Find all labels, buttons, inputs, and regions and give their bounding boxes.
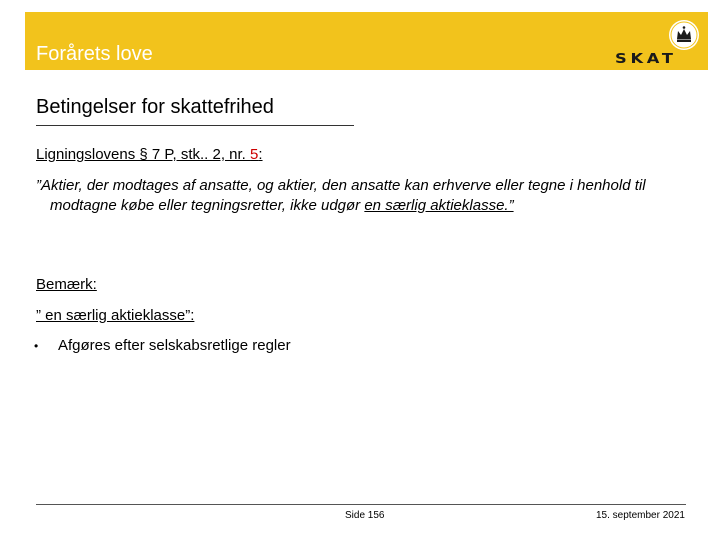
law-quote (36, 176, 710, 216)
quote-text: ”Aktier, der modtages af ansatte, og aktier, den ansatte kan erhverve eller tegne i henhold til modtagne købe eller tegningsretter, ikke udgør (36, 177, 646, 214)
slide-subtitle: Betingelser for skattefrihed (36, 96, 274, 118)
subtitle-divider (36, 125, 354, 126)
footer-date: 15. september 2021 (596, 510, 685, 521)
law-ref-prefix: Ligningslovens § 7 P, stk.. 2, nr. (36, 146, 251, 163)
header-bar (25, 12, 708, 70)
page-number: Side 156 (345, 510, 385, 521)
note-term: ” en særlig aktieklasse”: (36, 307, 195, 324)
header-title: Forårets love (36, 43, 153, 65)
note-label: Bemærk: (36, 276, 97, 293)
crown-icon (669, 20, 699, 50)
quote-underlined-text: en særlig aktieklasse.” (364, 197, 514, 214)
law-ref-suffix: : (258, 146, 263, 163)
list-item (34, 337, 291, 354)
law-reference (36, 146, 263, 163)
footer-divider (36, 504, 686, 505)
bullet-text: Afgøres efter selskabsretlige regler (58, 337, 291, 354)
bullet-icon: • (34, 339, 39, 353)
skat-logo (615, 18, 705, 68)
law-ref-number: 5 (250, 146, 259, 163)
logo-wordmark: SKAT (615, 52, 677, 67)
